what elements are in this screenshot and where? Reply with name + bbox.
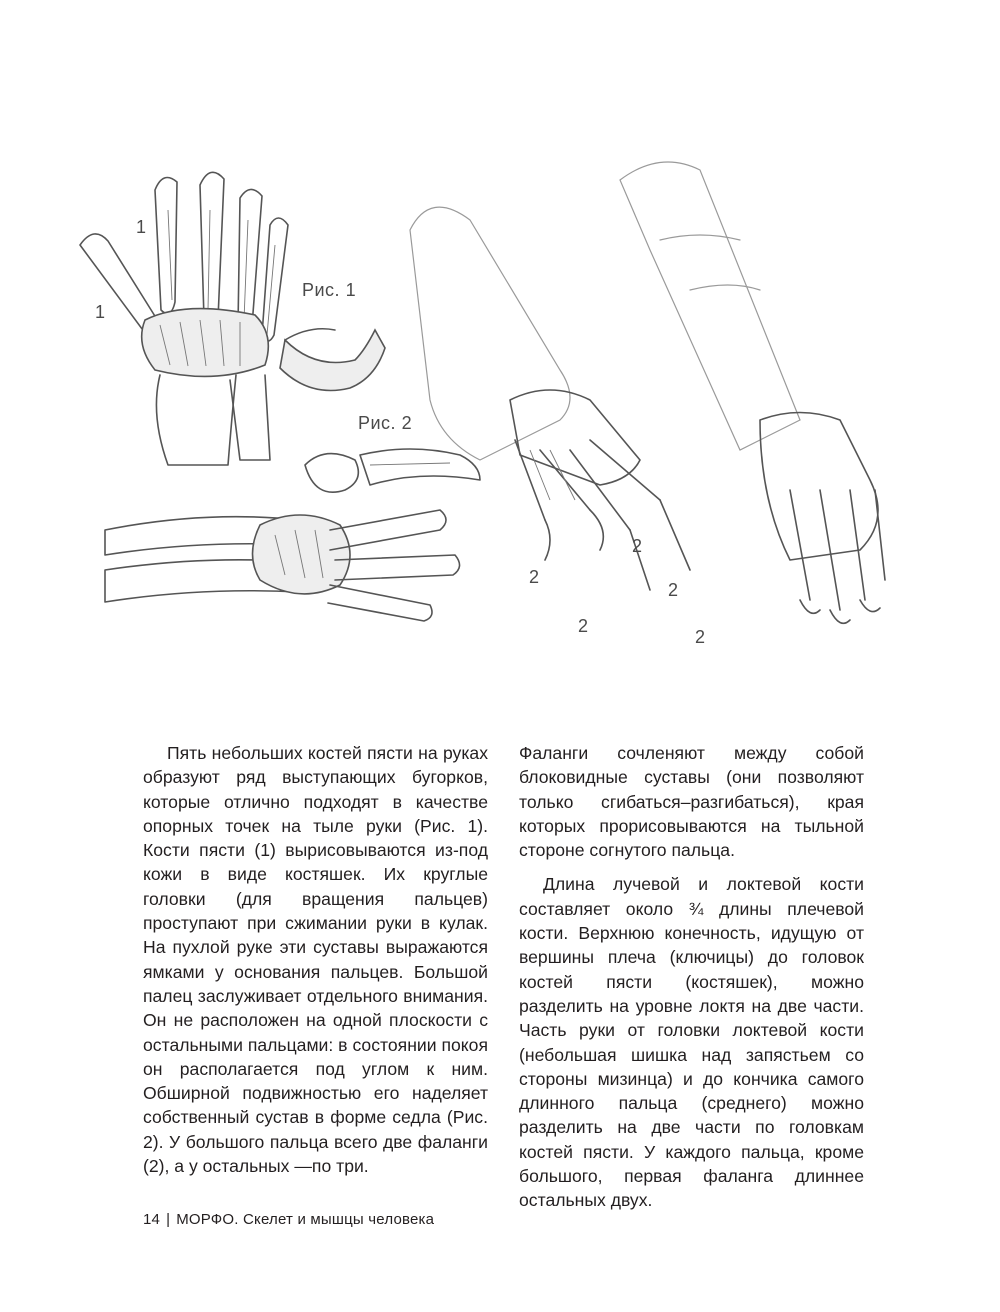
page-number: 14: [143, 1211, 161, 1228]
footer-separator: |: [166, 1211, 171, 1228]
hand-skeleton-illustrations: [60, 150, 960, 690]
paragraph: Длина лучевой и локтевой кости составляет около ¾ длины плечевой кости. Верхнюю конечность, идущую от вершины плеча (ключицы) до головок костей пясти (костяшек), можно разделить на уровне локтя на две части. Часть руки от головки локтевой кости (небольшая шишка над запястьем со стороны мизинца) и до кончика самого длинного пальца (среднего) можно разделить на две части по головкам костей пясти. У каждого пальца, кроме большого, первая фаланга длиннее остальных двух.: [519, 874, 864, 1211]
phalanx-marker: 2: [695, 627, 706, 647]
hand-skeleton-lateral-drawing: [105, 510, 460, 621]
book-title: МОРФО. Скелет и мышцы человека: [176, 1211, 435, 1228]
phalanx-marker: 2: [578, 616, 589, 636]
phalanx-marker: 2: [529, 567, 540, 587]
text-column-left: [143, 741, 488, 1188]
thumb-bones-drawing: [305, 449, 480, 492]
hand-skeleton-dorsal-drawing: [80, 172, 288, 465]
metacarpal-marker: 1: [95, 302, 106, 322]
page-footer: [143, 1211, 434, 1228]
figure-label-fig2: Рис. 2: [358, 413, 413, 433]
metacarpal-marker: 1: [136, 217, 147, 237]
text-column-right: [519, 741, 864, 1223]
sketch-drawings: [60, 150, 960, 690]
paragraph: Фаланги сочленяют между собой блоковидные суставы (они позволяют только сгибаться–разгибаться), края которых прорисовываются на тыльной стороне согнутого пальца.: [519, 743, 864, 861]
paragraph: Пять небольших костей пясти на руках образуют ряд выступающих бугорков, которые отлично подходят в качестве опорных точек на тыле руки (Рис. 1). Кости пясти (1) вырисовываются из-под кожи в виде костяшек. Их круглые головки (для вращения пальцев) проступают при сжимании руки в кулак. На пухлой руке эти суставы выражаются ямками у основания пальцев. Большой палец заслуживает отдельного внимания. Он не расположен на одной плоскости с остальными пальцами: в состоянии покоя он располагается под углом к ним. Обширной подвижностью его наделяет собственный сустав в форме седла (Рис. 2). У большого пальца всего две фаланги (2), а у остальных —по три.: [143, 743, 488, 1177]
figure-label-fig1: Рис. 1: [302, 280, 357, 300]
phalanx-marker: 2: [632, 536, 643, 556]
full-arm-proportion-drawing: [620, 162, 885, 623]
arm-with-bent-fingers-drawing: [410, 207, 690, 590]
phalanx-marker: 2: [668, 580, 679, 600]
saddle-joint-drawing: [280, 329, 385, 391]
